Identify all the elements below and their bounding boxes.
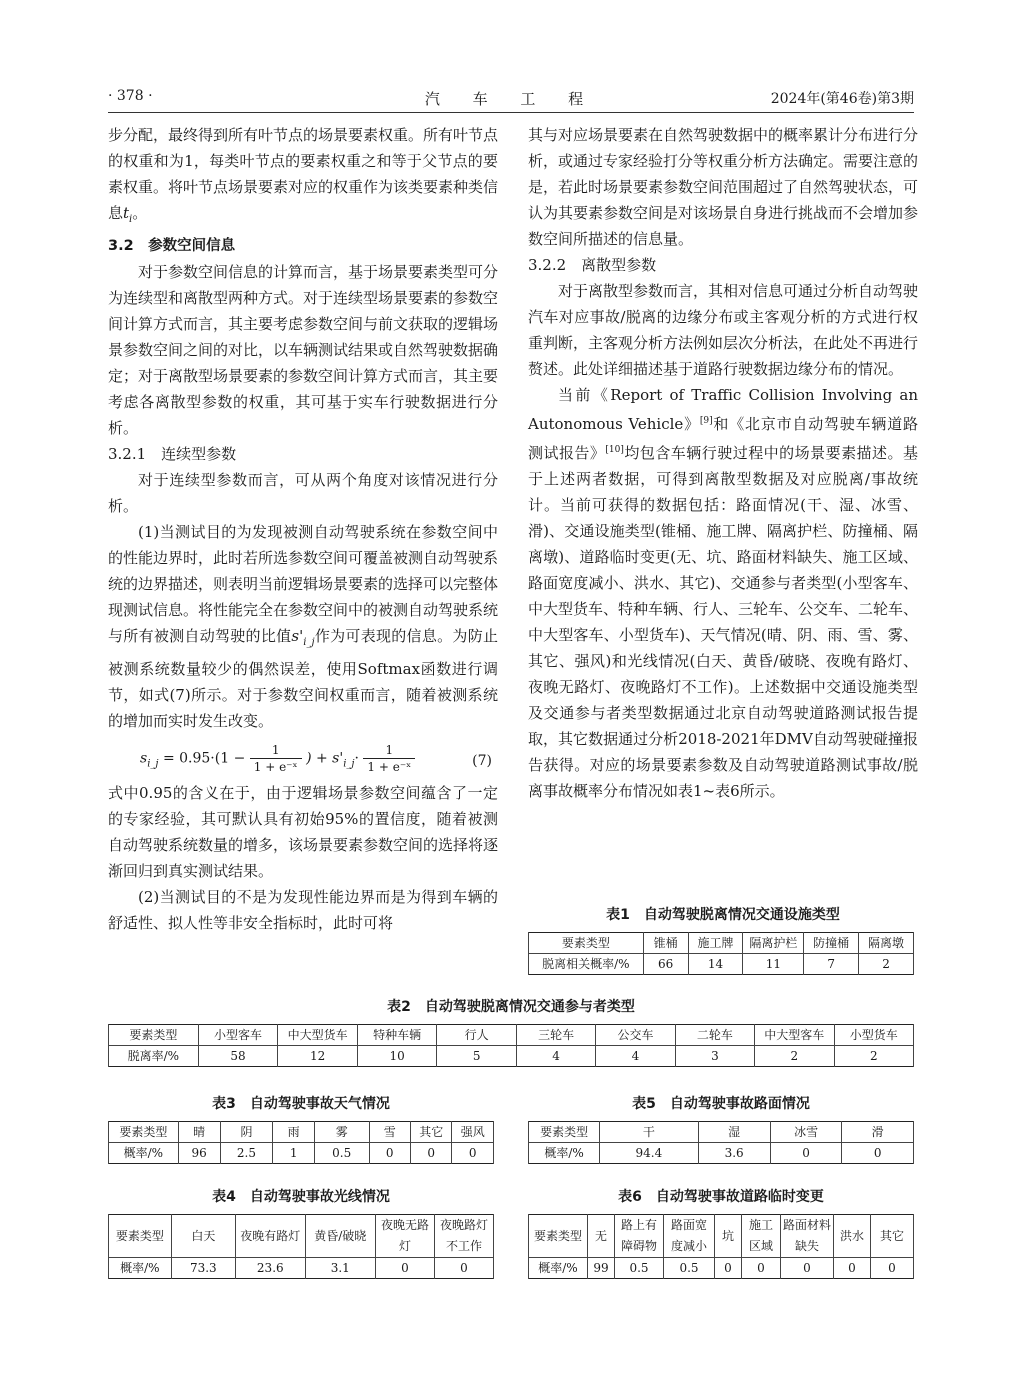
table-cell: 14 [688,954,743,975]
table-cell: 99 [588,1258,615,1279]
table-cell: 概率/% [529,1143,600,1164]
issue-info: 2024年(第46卷)第3期 [770,91,914,107]
table-cell: 2 [755,1046,834,1067]
header-rule [108,112,914,113]
table-header-cell: 其它 [871,1215,914,1258]
table-1 [528,932,914,975]
table-header-cell: 中大型客车 [755,1025,834,1046]
table-4-caption: 表4 自动驾驶事故光线情况 [212,1189,390,1205]
table-cell: 概率/% [529,1258,588,1279]
table-cell: 12 [278,1046,358,1067]
table-header-cell: 施工区域 [742,1215,781,1258]
table-cell: 4 [516,1046,595,1067]
table-header-cell: 湿 [698,1122,770,1143]
table-header-cell: 施工牌 [688,933,743,954]
table-header-cell: 雨 [273,1122,314,1143]
table-cell: 2 [859,954,914,975]
table-header-cell: 坑 [715,1215,742,1258]
table-header-cell: 白天 [171,1215,235,1258]
table-header-cell: 雾 [314,1122,369,1143]
paragraph: 步分配，最终得到所有叶节点的场景要素权重。所有叶节点的权重和为1，每类叶节点的要素权重之和等于父节点的要素权重。将叶节点场景要素对应的权重作为该类要素种类信息$t_i$。 [108,126,499,225]
journal-name: 汽 车 工 程 [424,90,598,108]
subsection-heading-3-2-1: 3.2.1 连续型参数 [108,445,237,463]
table-cell: 7 [804,954,859,975]
table-cell: 23.6 [236,1258,306,1279]
table-header-cell: 晴 [178,1122,220,1143]
table-cell: 58 [198,1046,278,1067]
table-header-cell: 路上有障碍物 [615,1215,664,1258]
table-header-row [109,1215,494,1258]
table-cell: 0 [770,1143,842,1164]
table-cell: 5 [437,1046,516,1067]
table-header-row [529,933,914,954]
table-header-cell: 要素类型 [109,1122,179,1143]
table-header-cell: 路面宽度减小 [664,1215,715,1258]
left-column [108,122,498,936]
table-header-cell: 防撞桶 [804,933,859,954]
table-cell: 3.1 [305,1258,375,1279]
table-cell: 3.6 [698,1143,770,1164]
table-header-row [109,1025,914,1046]
table-header-cell: 黄昏/破晓 [305,1215,375,1258]
paragraph: 式中0.95的含义在于，由于逻辑场景参数空间蕴含了一定的专家经验，其可默认具有初始95%的置信度，随着被测自动驾驶系统数量的增多，该场景要素参数空间的选择将逐渐回归到真实测试结果。 [108,784,499,880]
table-header-row [529,1122,914,1143]
table-header-cell: 要素类型 [529,1122,600,1143]
table-header-cell: 行人 [437,1025,516,1046]
table-header-cell: 公交车 [596,1025,675,1046]
table-cell: 94.4 [600,1143,698,1164]
table-header-cell: 强风 [452,1122,494,1143]
table-2-caption: 表2 自动驾驶脱离情况交通参与者类型 [387,999,635,1015]
table-cell: 概率/% [109,1258,172,1279]
table-header-cell: 要素类型 [109,1025,199,1046]
citation: [10] [605,445,624,455]
table-cell: 1 [273,1143,314,1164]
table-cell: 脱离相关概率/% [529,954,644,975]
table-header-cell: 要素类型 [109,1215,172,1258]
table-cell: 73.3 [171,1258,235,1279]
table-header-cell: 夜晚路灯不工作 [434,1215,493,1258]
table-header-cell: 干 [600,1122,698,1143]
table-3-caption: 表3 自动驾驶事故天气情况 [212,1096,390,1112]
table-cell: 2.5 [220,1143,273,1164]
table-header-cell: 无 [588,1215,615,1258]
table-header-cell: 路面材料缺失 [781,1215,834,1258]
table-1-caption: 表1 自动驾驶脱离情况交通设施类型 [606,907,840,923]
table-6-caption: 表6 自动驾驶事故道路临时变更 [618,1189,824,1205]
table-cell: 0 [410,1143,451,1164]
equation-7: $s_{i\_j} = 0.95\cdot(1$ − $\frac{1}{\text{1 + e⁻ˣ}}$ ) + $s'_{i\_j}\cdot$ $\frac{1}{\text{1 + e⁻ˣ}}$ (7) [140,743,492,774]
equation-number: (7) [472,753,492,769]
table-cell: 0 [434,1258,493,1279]
paragraph: (1)当测试目的为发现被测自动驾驶系统在参数空间中的性能边界时，此时若所选参数空间可覆盖被测自动驾驶系统的边界描述，则表明当前逻辑场景要素的选择可以完整体现测试信息。将性能完全在参数空间中的被测自动驾驶系统与所有被测自动驾驶的比值$s'_{i\_j}$作为可表现的信息。为防止被测系统数量较少的偶然误差，使用Softmax函数进行调节，如式(7)所示。对于参数空间权重而言，随着被测系统的增加而实时发生改变。 [108,523,499,730]
table-header-cell: 小型客车 [198,1025,278,1046]
table-header-cell: 要素类型 [529,933,644,954]
table-header-cell: 要素类型 [529,1215,588,1258]
paragraph: 对于离散型参数而言，其相对信息可通过分析自动驾驶汽车对应事故/脱离的边缘分布或主客观分析的方式进行权重判断，主客观分析方法例如层次分析法，在此处不再进行赘述。此处详细描述基于道路行驶数据边缘分布的情况。 [528,282,919,378]
table-cell: 0.5 [615,1258,664,1279]
table-cell: 3 [675,1046,754,1067]
page-number: · 378 · [108,88,153,104]
table-header-cell: 隔离护栏 [743,933,804,954]
table-cell: 0 [375,1258,434,1279]
table-header-cell: 夜晚有路灯 [236,1215,306,1258]
table-row [109,1258,494,1279]
table-cell: 4 [596,1046,675,1067]
table-header-cell: 小型货车 [834,1025,913,1046]
table-row [109,1046,914,1067]
table-header-cell: 夜晚无路灯 [375,1215,434,1258]
table-cell: 0 [842,1143,914,1164]
table-2 [108,1024,914,1067]
paragraph: 其与对应场景要素在自然驾驶数据中的概率累计分布进行分析，或通过专家经验打分等权重分析方法确定。需要注意的是，若此时场景要素参数空间范围超过了自然驾驶状态，可认为其要素参数空间是对该场景自身进行挑战而不会增加参数空间所描述的信息量。 [528,126,919,248]
table-header-cell: 锥桶 [643,933,688,954]
table-row [529,954,914,975]
paragraph: 对于参数空间信息的计算而言，基于场景要素类型可分为连续型和离散型两种方式。对于连续型场景要素的参数空间计算方式而言，其主要考虑参数空间与前文获取的逻辑场景参数空间之间的对比，以车辆测试结果或自然驾驶数据确定；对于离散型场景要素的参数空间计算方式而言，其主要考虑各离散型参数的权重，其可基于实车行驶数据进行分析。 [108,263,499,437]
section-heading-3-2: 3.2 参数空间信息 [108,238,236,254]
table-4 [108,1214,494,1279]
table-header-cell: 滑 [842,1122,914,1143]
table-header-cell: 冰雪 [770,1122,842,1143]
table-cell: 0 [871,1258,914,1279]
right-column [528,122,918,804]
table-cell: 11 [743,954,804,975]
table-cell: 10 [357,1046,437,1067]
table-cell: 0 [781,1258,834,1279]
table-header-cell: 隔离墩 [859,933,914,954]
table-6 [528,1214,914,1279]
table-cell: 0 [715,1258,742,1279]
running-header [108,88,914,112]
fraction: $\frac{1}{\text{1 + e⁻ˣ}}$ [363,742,415,775]
subsection-heading-3-2-2: 3.2.2 离散型参数 [528,256,657,274]
table-5 [528,1121,914,1164]
table-cell: 0.5 [664,1258,715,1279]
table-cell: 0.5 [314,1143,369,1164]
table-header-cell: 其它 [410,1122,451,1143]
table-cell: 0 [742,1258,781,1279]
table-header-row [529,1215,914,1258]
table-3 [108,1121,494,1164]
table-header-cell: 雪 [369,1122,410,1143]
table-row [109,1143,494,1164]
table-header-cell: 阴 [220,1122,273,1143]
table-header-row [109,1122,494,1143]
table-header-cell: 中大型货车 [278,1025,358,1046]
table-header-cell: 二轮车 [675,1025,754,1046]
table-cell: 0 [834,1258,871,1279]
table-cell: 2 [834,1046,913,1067]
table-cell: 脱离率/% [109,1046,199,1067]
table-cell: 66 [643,954,688,975]
table-header-cell: 特种车辆 [357,1025,437,1046]
fraction: $\frac{1}{\text{1 + e⁻ˣ}}$ [250,742,302,775]
table-5-caption: 表5 自动驾驶事故路面情况 [632,1096,810,1112]
table-header-cell: 洪水 [834,1215,871,1258]
paragraph: (2)当测试目的不是为发现性能边界而是为得到车辆的舒适性、拟人性等非安全指标时，此时可将 [108,888,498,932]
table-header-cell: 三轮车 [516,1025,595,1046]
paragraph: 当前《Report of Traffic Collision Involving an Autonomous Vehicle》[9]和《北京市自动驾驶车辆道路测试报告》[10]均包含车辆行驶过程中的场景要素描述。基于上述两者数据，可得到离散型数据及对应脱离/事故统计。当前可获得的数据包括：路面情况(干、湿、冰雪、滑)、交通设施类型(锥桶、施工牌、隔离护栏、防撞桶、隔离墩)、道路临时变更(无、坑、路面材料缺失、施工区域、路面宽度减小、洪水、其它)、交通参与者类型(小型客车、中大型货车、特种车辆、行人、三轮车、公交车、二轮车、中大型客车、小型货车)、天气情况(晴、阴、雨、雪、雾、其它、强风)和光线情况(白天、黄昏/破晓、夜晚有路灯、夜晚无路灯、夜晚路灯不工作)。上述数据中交通设施类型及交通参与者类型数据通过北京自动驾驶道路测试报告提取，其它数据通过分析2018-2021年DMV自动驾驶碰撞报告获得。对应的场景要素参数及自动驾驶道路测试事故/脱离事故概率分布情况如表1~表6所示。 [528,386,919,800]
citation: [9] [699,416,713,426]
table-cell: 0 [452,1143,494,1164]
table-row [529,1258,914,1279]
table-cell: 概率/% [109,1143,179,1164]
table-row [529,1143,914,1164]
paragraph: 对于连续型参数而言，可从两个角度对该情况进行分析。 [108,471,498,515]
table-cell: 0 [369,1143,410,1164]
table-cell: 96 [178,1143,220,1164]
